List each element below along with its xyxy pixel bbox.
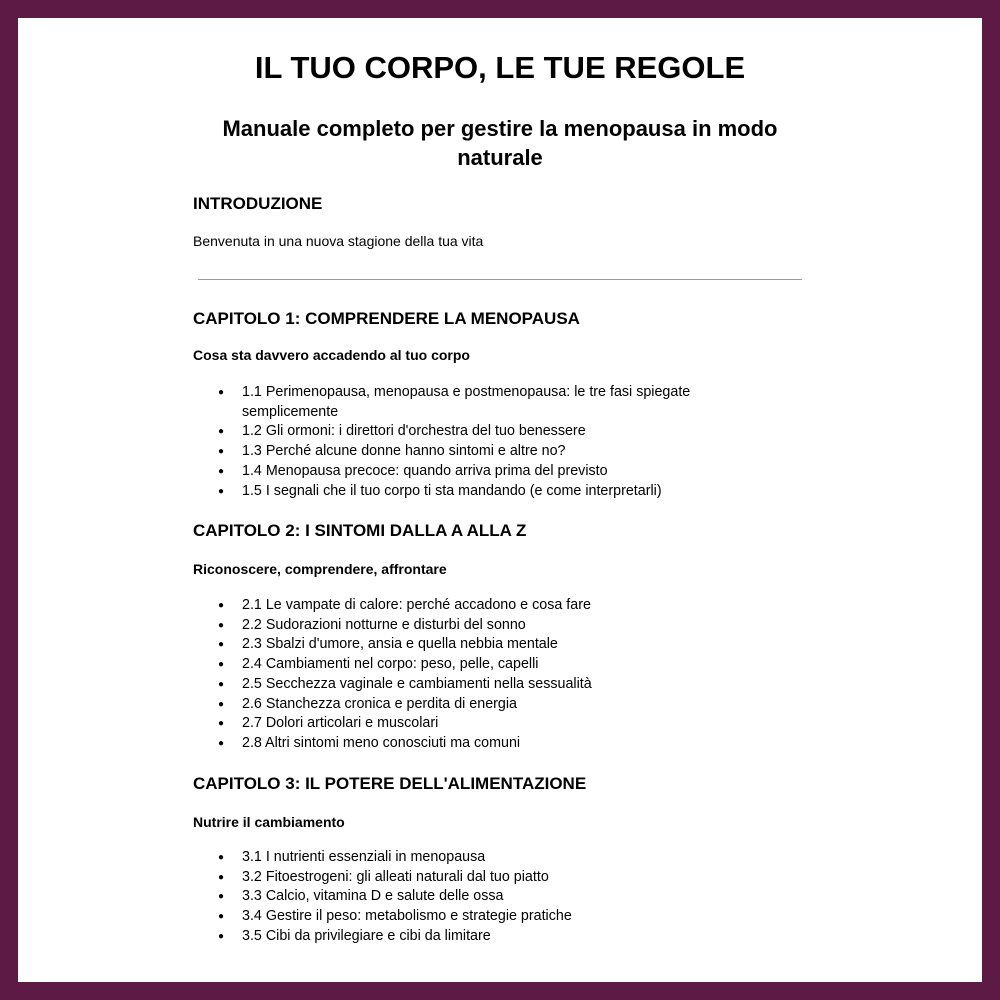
intro-heading: INTRODUZIONE (193, 194, 323, 213)
list-item: ● 3.3 Calcio, vitamina D e salute delle ossa (218, 887, 738, 907)
chapter-1-heading: CAPITOLO 1: COMPRENDERE LA MENOPAUSA (193, 309, 580, 328)
list-item: ● 1.1 Perimenopausa, menopausa e postmenopausa: le tre fasi spiegate semplicemente (218, 383, 738, 422)
chapter-3-heading: CAPITOLO 3: IL POTERE DELL'ALIMENTAZIONE (193, 774, 587, 793)
document-page (18, 18, 982, 982)
list-item: ● 2.1 Le vampate di calore: perché accadono e cosa fare (218, 596, 738, 616)
list-item: ● 2.8 Altri sintomi meno conosciuti ma comuni (218, 734, 738, 754)
list-item: ● 3.4 Gestire il peso: metabolismo e strategie pratiche (218, 907, 738, 927)
list-item: ● 1.3 Perché alcune donne hanno sintomi e altre no? (218, 442, 738, 462)
list-item: ● 3.5 Cibi da privilegiare e cibi da limitare (218, 927, 738, 947)
chapter-1-list (218, 383, 738, 501)
chapter-1-subheading: Cosa sta davvero accadendo al tuo corpo (193, 347, 470, 363)
list-item: ● 1.5 I segnali che il tuo corpo ti sta mandando (e come interpretarli) (218, 482, 738, 502)
divider (198, 279, 802, 280)
list-item: ● 3.2 Fitoestrogeni: gli alleati naturali dal tuo piatto (218, 868, 738, 888)
list-item: ● 2.6 Stanchezza cronica e perdita di energia (218, 695, 738, 715)
list-item: ● 3.1 I nutrienti essenziali in menopausa (218, 848, 738, 868)
document-title: IL TUO CORPO, LE TUE REGOLE (254, 50, 746, 85)
list-item: ● 2.2 Sudorazioni notturne e disturbi del sonno (218, 616, 738, 636)
chapter-3-subheading: Nutrire il cambiamento (193, 814, 345, 830)
intro-text: Benvenuta in una nuova stagione della tua vita (193, 233, 484, 249)
chapter-2-list (218, 596, 738, 754)
chapter-2-heading: CAPITOLO 2: I SINTOMI DALLA A ALLA Z (193, 521, 527, 540)
list-item: ● 2.3 Sbalzi d'umore, ansia e quella nebbia mentale (218, 635, 738, 655)
document-subtitle: Manuale completo per gestire la menopausa in modo naturale (222, 116, 778, 170)
list-item: ● 2.4 Cambiamenti nel corpo: peso, pelle, capelli (218, 655, 738, 675)
list-item: ● 2.7 Dolori articolari e muscolari (218, 714, 738, 734)
chapter-2-subheading: Riconoscere, comprendere, affrontare (193, 561, 447, 577)
list-item: ● 1.2 Gli ormoni: i direttori d'orchestra del tuo benessere (218, 422, 738, 442)
list-item: ● 2.5 Secchezza vaginale e cambiamenti nella sessualità (218, 675, 738, 695)
chapter-3-list (218, 848, 738, 947)
list-item: ● 1.4 Menopausa precoce: quando arriva prima del previsto (218, 462, 738, 482)
